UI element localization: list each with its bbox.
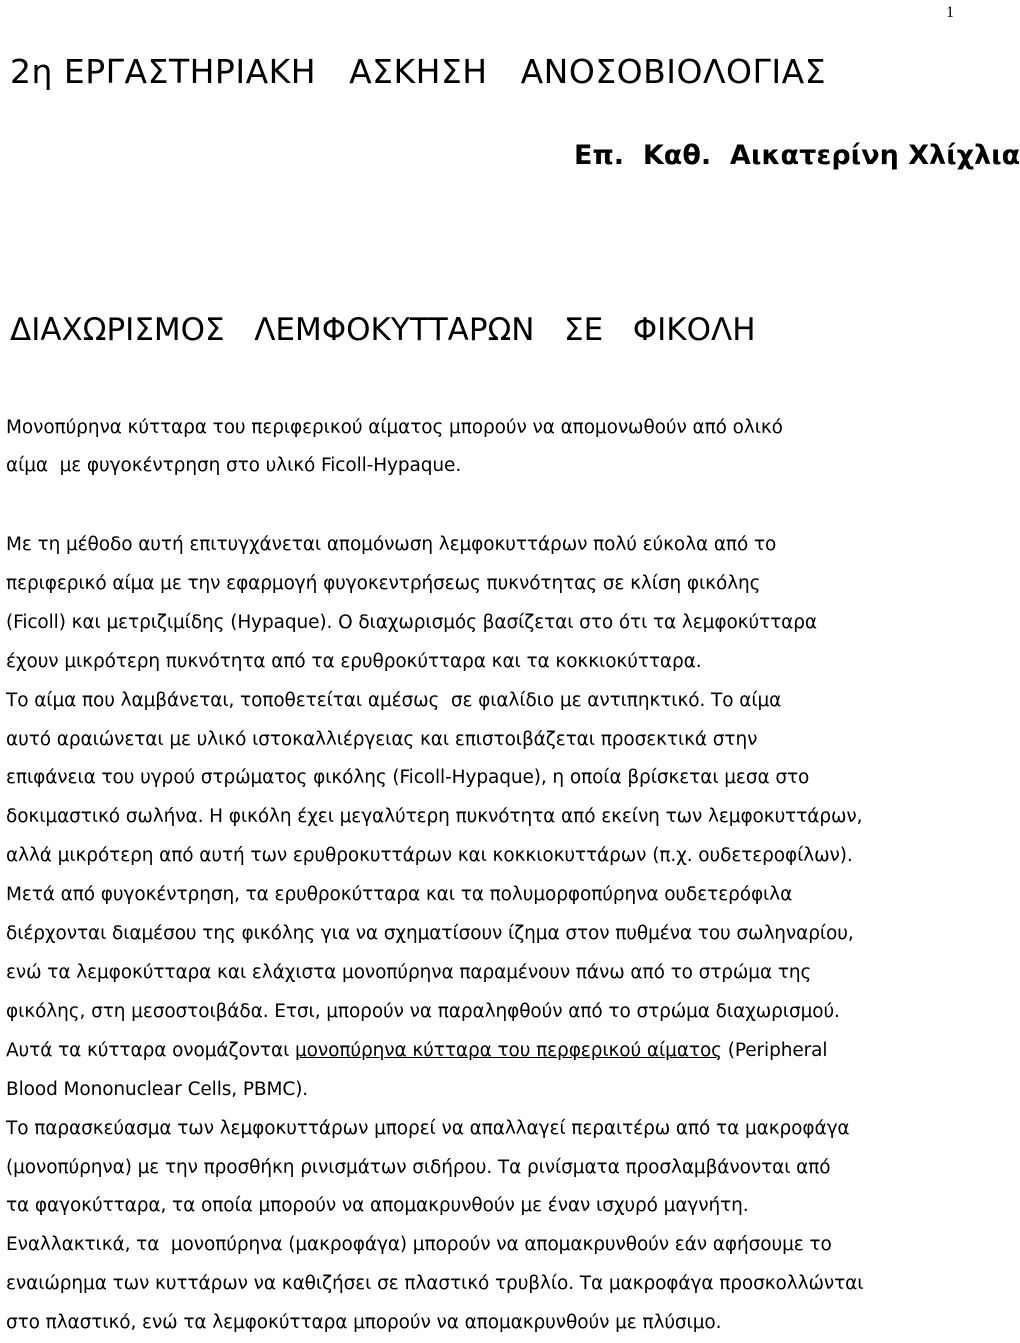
pbmc-text-before: Αυτά τα κύτταρα ονομάζονται: [6, 1039, 296, 1061]
text-line: Το αίμα που λαμβάνεται, τοποθετείται αμέσως σε φιαλίδιο με αντιπηκτικό. Το αίμα: [6, 689, 782, 711]
section-heading: ΔΙΑΧΩΡΙΣΜΟΣ ΛΕΜΦΟΚΥΤΤΑΡΩΝ ΣΕ ΦΙΚΟΛΗ: [10, 312, 756, 348]
page-number: 1: [946, 4, 954, 21]
text-line: (μονοπύρηνα) με την προσθήκη ρινισμάτων σιδήρου. Τα ρινίσματα προσλαμβάνονται από: [6, 1156, 831, 1178]
text-line: ενώ τα λεμφοκύτταρα και ελάχιστα μονοπύρηνα παραμένουν πάνω από το στρώμα της: [6, 961, 812, 983]
text-line: Εναλλακτικά, τα μονοπύρηνα (μακροφάγα) μπορούν να απομακρυνθούν εάν αφήσουμε το: [6, 1234, 832, 1256]
text-line: Με τη μέθοδο αυτή επιτυγχάνεται απομόνωση λεμφοκυττάρων πολύ εύκολα από το: [6, 534, 777, 555]
pbmc-underlined-term: μονοπύρηνα κύτταρα του περφερικού αίματος: [295, 1039, 722, 1061]
text-line: αυτό αραιώνεται με υλικό ιστοκαλλιέργειας και επιστοιβάζεται προσεκτικά στην: [6, 728, 758, 750]
intro-paragraph: [6, 409, 783, 485]
author-line: Επ. Καθ. Αικατερίνη Χλίχλια: [574, 140, 1020, 171]
text-line: εναιώρημα των κυττάρων να καθιζήσει σε πλαστικό τρυβλίο. Τα μακροφάγα προσκολλώνται: [6, 1273, 864, 1295]
text-line: διέρχονται διαμέσου της φικόλης για να σχηματίσουν ίζημα στον πυθμένα του σωληναρίου,: [6, 923, 854, 945]
text-line: περιφερικό αίμα με την εφαρμογή φυγοκεντρήσεως πυκνότητας σε κλίση φικόλης: [6, 572, 761, 594]
text-line: δοκιμαστικό σωλήνα. Η φικόλη έχει μεγαλύτερη πυκνότητα από εκείνη των λεμφοκυττάρων,: [6, 806, 863, 828]
text-line: τα φαγοκύτταρα, τα οποία μπορούν να απομακρυνθούν με έναν ισχυρό μαγνήτη.: [6, 1195, 749, 1217]
text-line: αίμα με φυγοκέντρηση στο υλικό Ficoll-Hypaque.: [6, 455, 462, 476]
body-paragraph: [6, 526, 863, 1343]
text-line: (Ficoll) και μετριζιμίδης (Hypaque). Ο διαχωρισμός βασίζεται στο ότι τα λεμφοκύτταρα: [6, 611, 817, 633]
document-title: 2η ΕΡΓΑΣΤΗΡΙΑΚΗ ΑΣΚΗΣΗ ΑΝΟΣΟΒΙΟΛΟΓΙΑΣ: [10, 52, 827, 91]
pbmc-text-after: (Peripheral: [721, 1039, 828, 1061]
text-line: στο πλαστικό, ενώ τα λεμφοκύτταρα μπορούν να απομακρυνθούν με πλύσιμο.: [6, 1312, 722, 1334]
text-line: Μετά από φυγοκέντρηση, τα ερυθροκύτταρα και τα πολυμορφοπύρηνα ουδετερόφιλα: [6, 884, 793, 906]
text-line: επιφάνεια του υγρού στρώματος φικόλης (Ficoll-Hypaque), η οποία βρίσκεται μεσα στο: [6, 767, 810, 789]
text-line: Το παρασκεύασμα των λεμφοκυττάρων μπορεί να απαλλαγεί περαιτέρω από τα μακροφάγα: [6, 1117, 850, 1139]
text-line: αλλά μικρότερη από αυτή των ερυθροκυττάρων και κοκκιοκυττάρων (π.χ. ουδετεροφίλων).: [6, 845, 853, 867]
text-line: έχουν μικρότερη πυκνότητα από τα ερυθροκύτταρα και τα κοκκιοκύτταρα.: [6, 650, 702, 672]
text-line: Blood Mononuclear Cells, PBMC).: [6, 1078, 309, 1100]
pbmc-line: [6, 1032, 863, 1071]
text-line: Μονοπύρηνα κύτταρα του περιφερικού αίματος μπορούν να απομονωθούν από ολικό: [6, 417, 783, 438]
text-line: φικόλης, στη μεσοστοιβάδα. Ετσι, μπορούν να παραληφθούν από το στρώμα διαχωρισμού.: [6, 1000, 840, 1022]
